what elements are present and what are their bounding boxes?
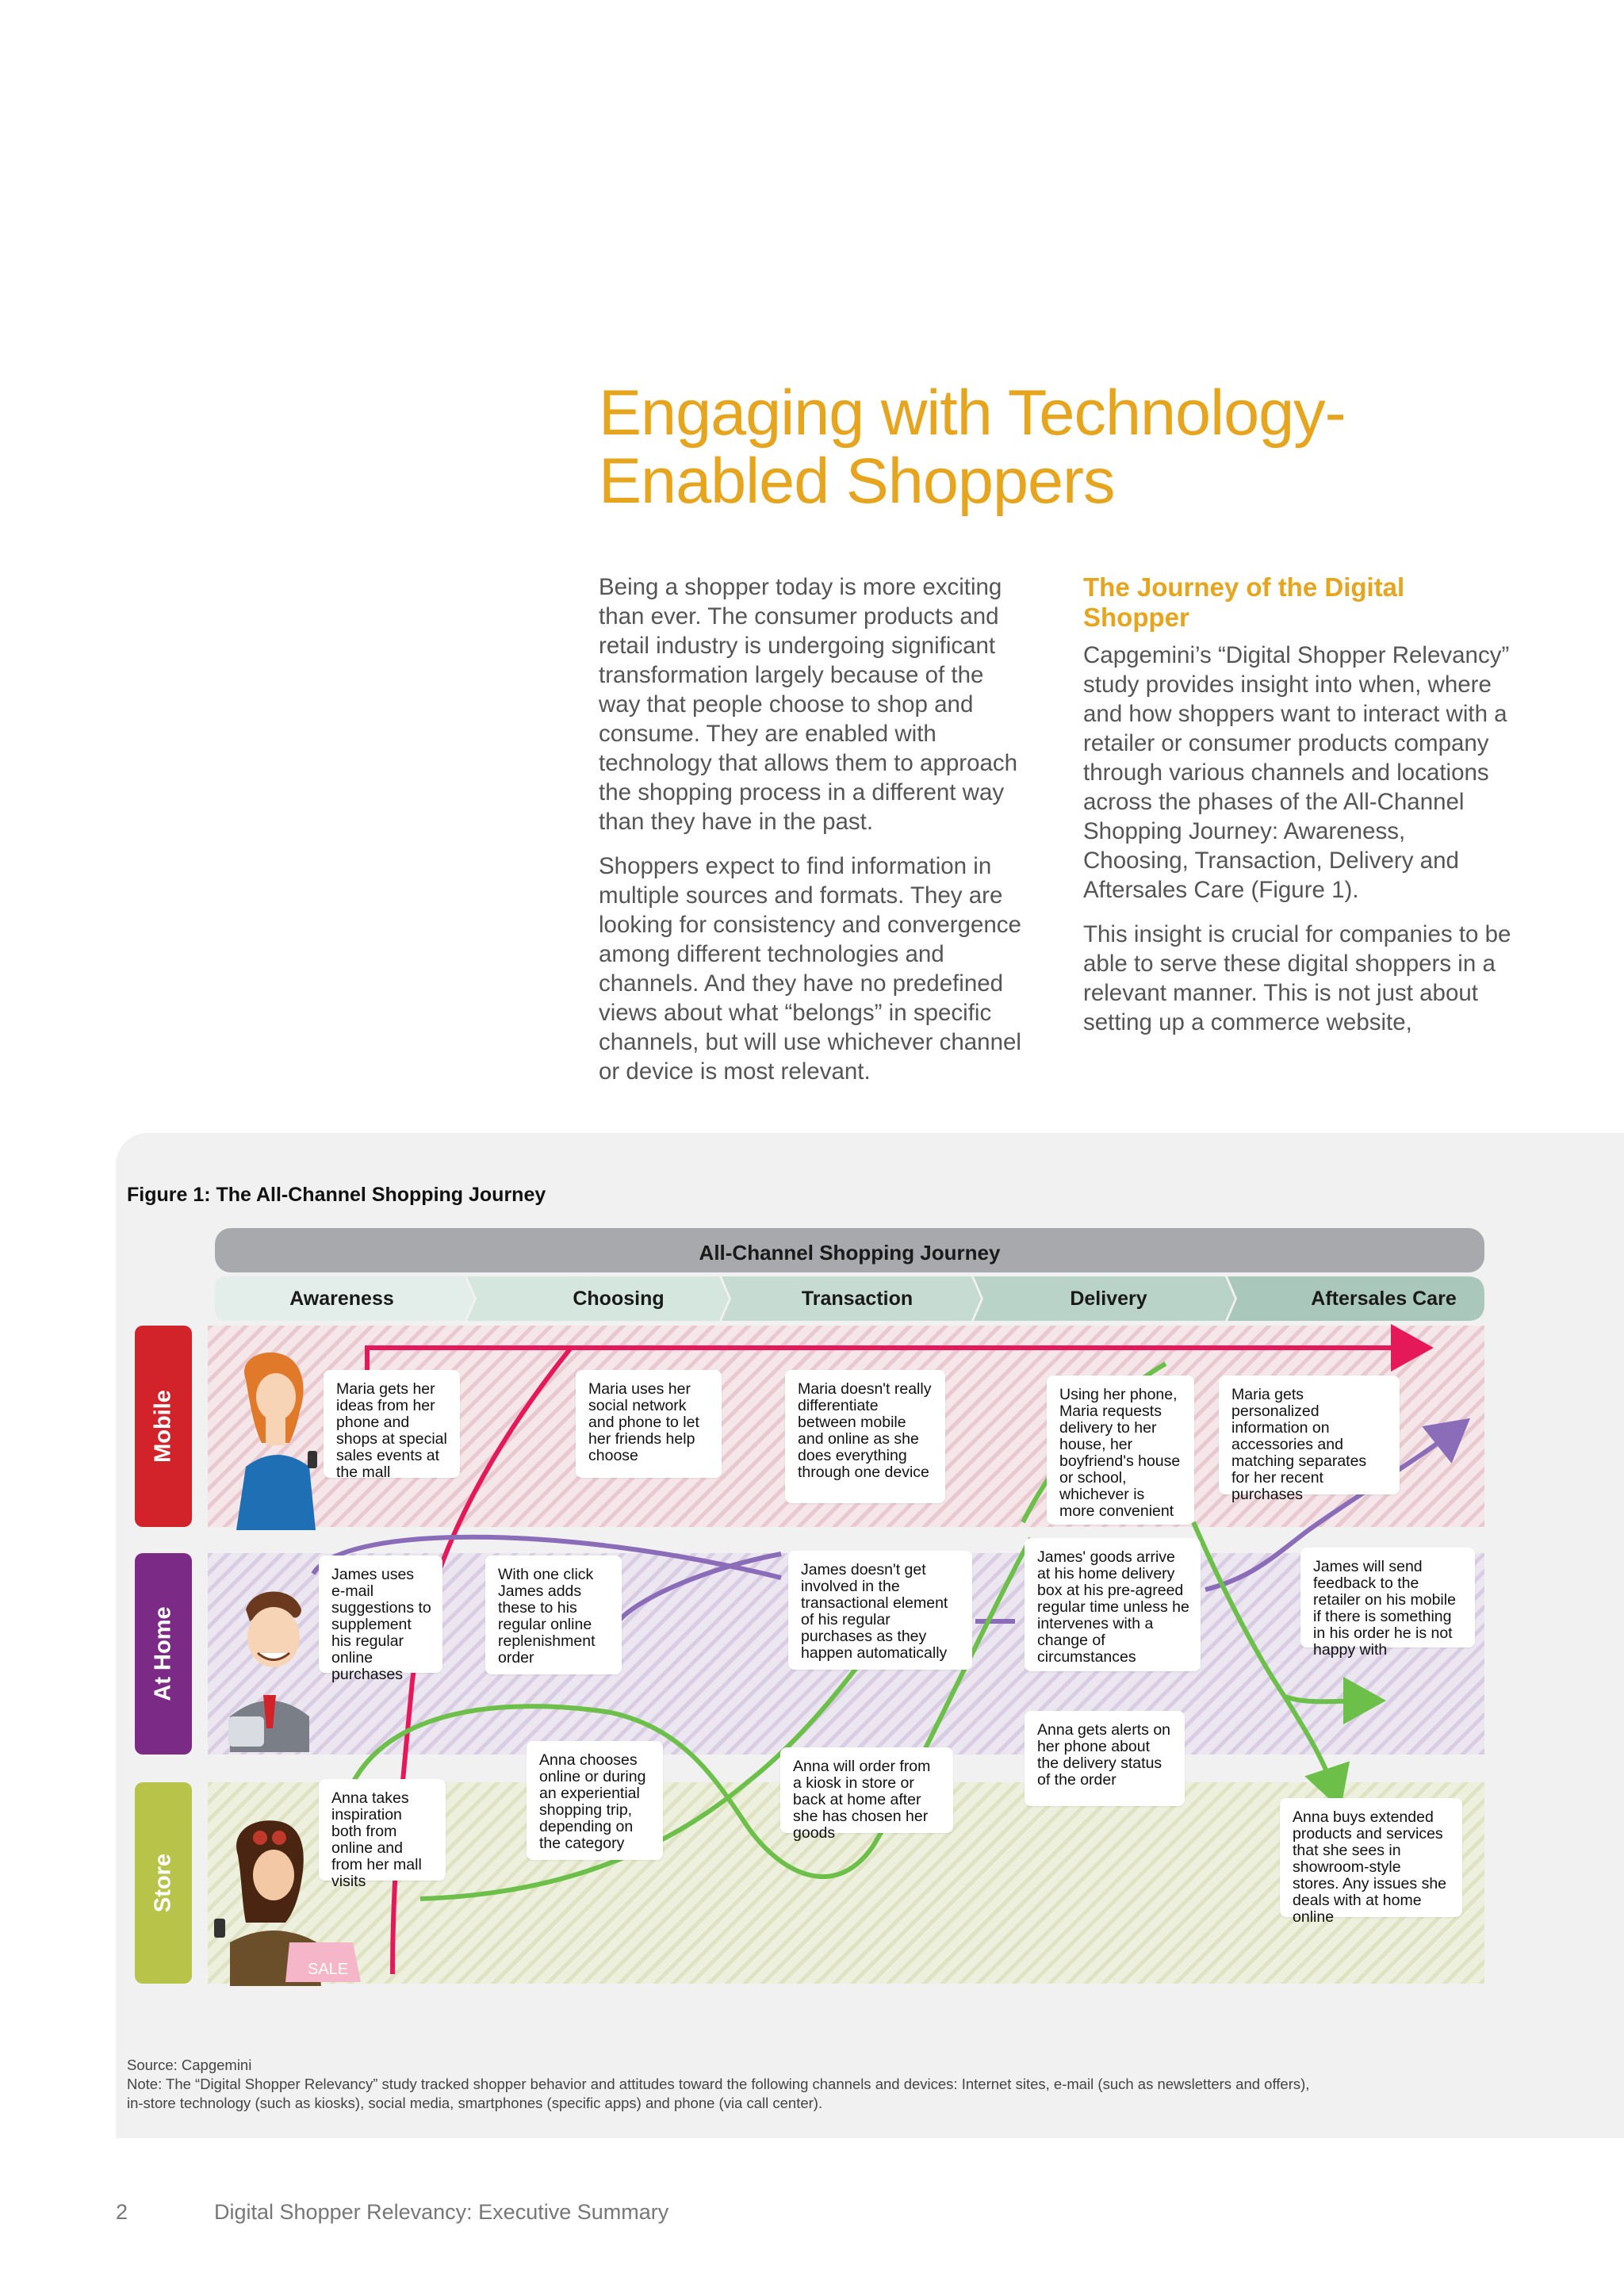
paragraph: Capgemini’s “Digital Shopper Relevancy” study provides insight into when, where and how shoppers want to interact with a retailer or consumer products company through various channels and locations across the phases of the All-Channel Shopping Journey: Awareness, Choosing, Transaction, Delivery and Aftersales Care (Figure 1). <box>1083 642 1510 903</box>
card-anna-delivery: Anna gets alerts on her phone about the delivery status of the order <box>1025 1711 1185 1806</box>
paragraph: Being a shopper today is more exciting than ever. The consumer products and retail industry is undergoing significant transformation largely because of the way that people choose to shop and consume. They are enabled with technology that allows them to approach the shopping process in a different way than they have in the past. <box>599 574 1018 835</box>
title-line-1: Engaging with Technology- <box>599 377 1346 449</box>
card-james-transaction: James doesn't get involved in the transactional element of his regular purchases as they happen automatically <box>788 1551 972 1670</box>
row-label-mobile: Mobile <box>135 1326 192 1527</box>
card-maria-transaction: Maria doesn't really differentiate between mobile and online as she does everything through one device <box>785 1370 945 1503</box>
title-line-2: Enabled Shoppers <box>599 446 1115 517</box>
card-anna-aftersales: Anna buys extended products and services that she sees in showroom-style stores. Any issues she deals with at home online <box>1280 1798 1462 1917</box>
card-james-awareness: James uses e-mail suggestions to supplement his regular online purchases <box>319 1556 442 1673</box>
card-anna-choosing: Anna chooses online or during an experiential shopping trip, depending on the category <box>527 1741 663 1860</box>
card-maria-choosing: Maria uses her social network and phone to let her friends help choose <box>576 1370 722 1478</box>
phase-awareness: Awareness <box>289 1288 394 1310</box>
phase-choosing: Choosing <box>573 1288 665 1310</box>
figure-title: Figure 1: The All-Channel Shopping Journey <box>127 1184 546 1206</box>
journey-header: All-Channel Shopping Journey <box>215 1228 1484 1272</box>
anna-path-6 <box>1285 1697 1336 1796</box>
james-illustration <box>214 1578 317 1752</box>
card-anna-awareness: Anna takes inspiration both from online and from her mall visits <box>319 1779 446 1881</box>
footer-title: Digital Shopper Relevancy: Executive Summary <box>214 2200 669 2224</box>
note-line-1: Note: The “Digital Shopper Relevancy” study tracked shopper behavior and attitudes toward the following channels and devices: Internet sites, e-mail (such as newsletters and offers), <box>127 2076 1310 2092</box>
phase-transaction: Transaction <box>801 1288 914 1310</box>
row-label-home: At Home <box>135 1553 192 1755</box>
source-line: Source: Capgemini <box>127 2057 252 2073</box>
anna-path-5 <box>1285 1697 1372 1701</box>
card-anna-transaction: Anna will order from a kiosk in store or back at home after she has chosen her goods <box>780 1747 953 1833</box>
james-path-2 <box>619 1554 781 1621</box>
paragraph: This insight is crucial for companies to be able to serve these digital shoppers in a relevant manner. This is not just about setting up a commerce website, <box>1083 921 1511 1035</box>
page-number: 2 <box>116 2200 128 2224</box>
phase-aftersales: Aftersales Care <box>1311 1288 1457 1310</box>
paragraph: Shoppers expect to find information in multiple sources and formats. They are looking for consistency and convergence among different technologies and channels. And they have no predefined views about what “belongs” in specific channels, but will use whichever channel or device is most relevant. <box>599 853 1021 1085</box>
sale-bag-text: SALE <box>308 1961 349 1978</box>
phase-delivery: Delivery <box>1070 1288 1147 1310</box>
card-james-choosing: With one click James adds these to his regular online replenishment order <box>485 1556 622 1674</box>
card-james-aftersales: James will send feedback to the retailer on his mobile if there is something in his order he is not happy with <box>1300 1548 1475 1647</box>
anna-path-4 <box>1193 1522 1285 1697</box>
card-james-delivery: James' goods arrive at his home delivery box at his pre-agreed regular time unless he intervenes with a change of circumstances <box>1025 1538 1201 1671</box>
note-line-2: in-store technology (such as kiosks), social media, smartphones (specific apps) and phone (via call center). <box>127 2095 823 2111</box>
card-maria-awareness: Maria gets her ideas from her phone and shops at special sales events at the mall <box>324 1370 460 1478</box>
card-maria-aftersales: Maria gets personalized information on accessories and matching separates for her recent purchases <box>1219 1376 1400 1494</box>
section-heading: The Journey of the Digital Shopper <box>1083 572 1405 632</box>
maria-illustration <box>214 1348 333 1530</box>
figure-source-note <box>127 2056 1554 2113</box>
card-maria-delivery: Using her phone, Maria requests delivery to her house, her boyfriend's house or school, whichever is more convenient <box>1047 1376 1194 1525</box>
row-label-store: Store <box>135 1782 192 1984</box>
